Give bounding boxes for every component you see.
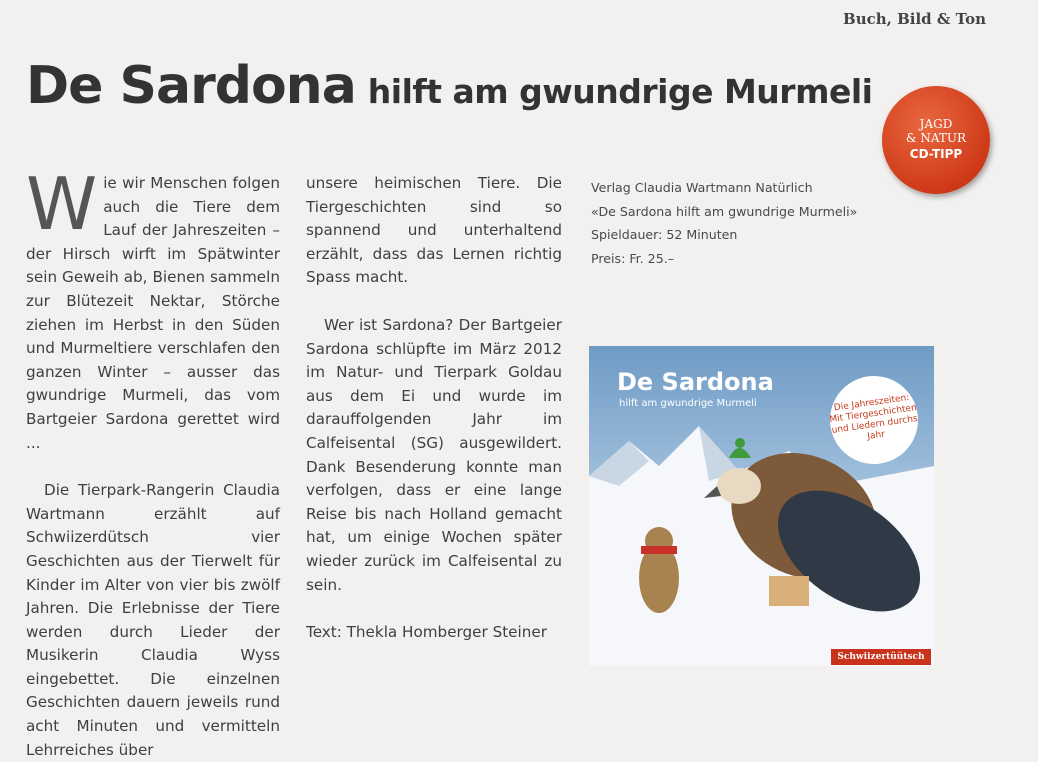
paragraph: Die Tierpark-Rangerin Claudia Wartmann erzählt auf Schwiizerdütsch vier Geschichten aus der Tierwelt für Kinder im Alter von vier bis zwölf Jahren. Die Erlebnisse der Tiere werden durch Lieder der Musikerin Claudia Wyss eingebettet. Die einzelnen Geschichten dauern jeweils rund acht Minuten und vermitteln Lehrreiches über [26, 481, 280, 759]
intro-paragraph [26, 162, 280, 455]
paragraph: unsere heimischen Tiere. Die Tiergeschichten sind so spannend und unterhaltend erzählt, dass das Lernen richtig Spass macht. [306, 174, 562, 287]
author-credit: Text: Thekla Homberger Steiner [306, 623, 547, 642]
cd-tipp-badge [882, 86, 990, 194]
badge-line1: JAGD [919, 116, 953, 131]
intro-text: ie wir Menschen folgen auch die Tiere dem Lauf der Jahreszeiten – der Hirsch wirft im Spätwinter sein Geweih ab, Bienen sammeln zur Blütezeit Nektar, Störche ziehen im Herbst in den Süden und Murmeltiere verschlafen den ganzen Winter – ausser das gwundrige Murmeli, das vom Bartgeier Sardona gerettet wird ... [26, 174, 280, 452]
cover-subtitle: hilft am gwundrige Murmeli [619, 398, 757, 409]
cd-cover-image [589, 346, 934, 666]
cover-sticker-text: Die Jahreszeiten: Mit Tiergeschichten und Liedern durchs Jahr [828, 392, 919, 443]
article-column-1 [26, 162, 280, 762]
headline [26, 56, 872, 116]
cover-title: De Sardona [617, 368, 774, 396]
language-strip: Schwiizertüütsch [831, 649, 931, 665]
section-label: Buch, Bild & Ton [843, 10, 986, 28]
badge-line3: CD-TIPP [909, 147, 963, 162]
headline-main: De Sardona [26, 56, 356, 116]
price: Preis: Fr. 25.– [591, 250, 675, 266]
publisher: Verlag Claudia Wartmann Natürlich [591, 180, 813, 195]
paragraph: Wer ist Sardona? Der Bartgeier Sardona schlüpfte im März 2012 im Natur- und Tierpark Goldau aus dem Ei und wurde im darauffolgenden Jahr im Calfeisental (SG) ausgewildert. Dank Besenderung konnte man verfolgen, dass er eine lange Reise bis nach Holland gemacht hat, um einige Wochen später wieder zurück im Calfeisental zu sein. [306, 315, 562, 594]
drop-cap: W [26, 162, 98, 246]
headline-sub: hilft am gwundrige Murmeli [367, 72, 873, 111]
badge-line2: & NATUR [905, 130, 967, 145]
article-column-2 [306, 172, 562, 645]
product-info [591, 176, 891, 270]
product-title: «De Sardona hilft am gwundrige Murmeli» [591, 203, 858, 219]
duration: Spieldauer: 52 Minuten [591, 227, 738, 243]
